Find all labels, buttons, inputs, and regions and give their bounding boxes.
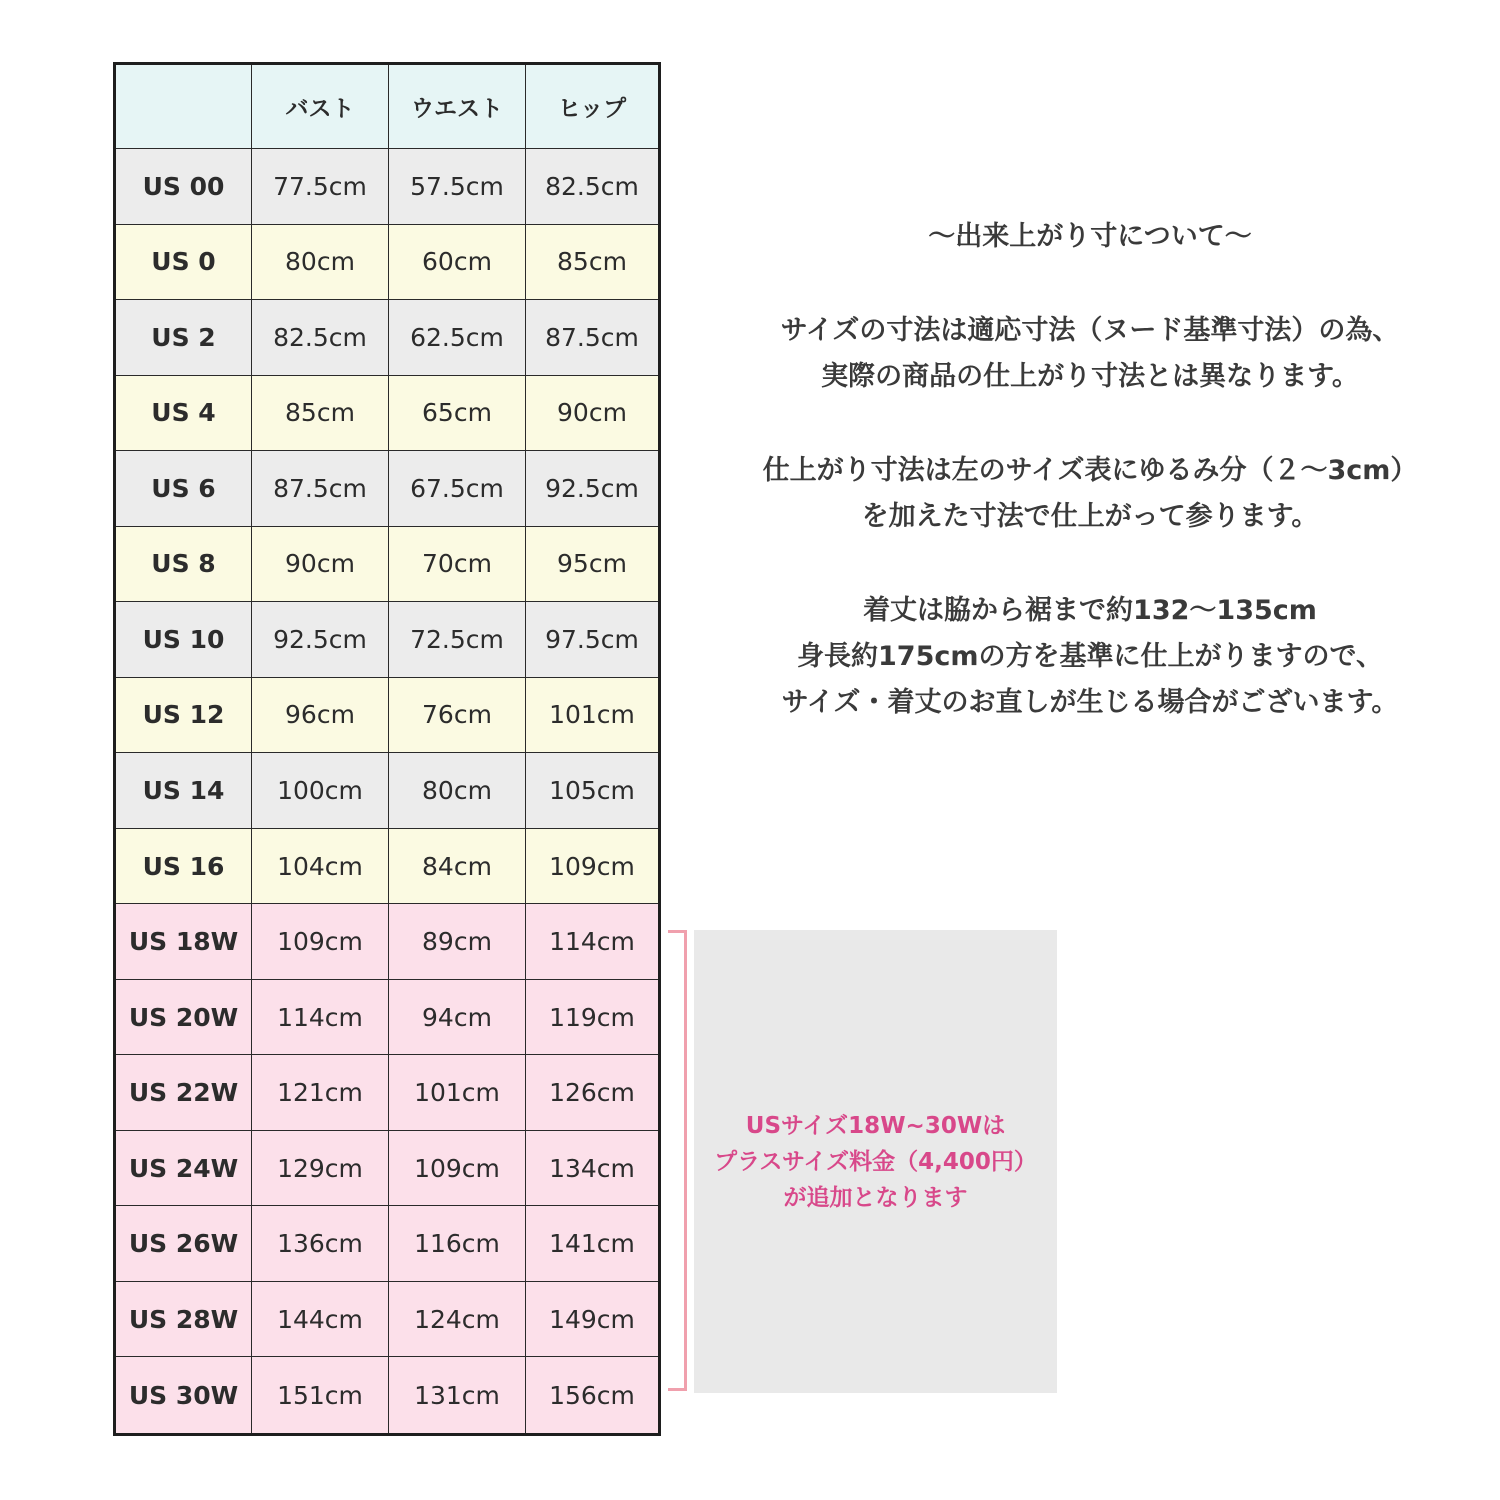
waist-value: 89cm <box>389 904 526 980</box>
waist-value: 65cm <box>389 376 526 452</box>
waist-value: 124cm <box>389 1282 526 1358</box>
plus-size-note-line: USサイズ18W~30Wは <box>745 1112 1006 1139</box>
size-label: US 00 <box>116 149 252 225</box>
size-label: US 16 <box>116 829 252 905</box>
notes-title: 〜出来上がり寸について〜 <box>928 221 1252 252</box>
waist-value: 80cm <box>389 753 526 829</box>
header-hip: ヒップ <box>526 65 658 149</box>
bust-value: 82.5cm <box>252 300 389 376</box>
size-label: US 0 <box>116 225 252 301</box>
hip-value: 114cm <box>526 904 658 980</box>
waist-value: 76cm <box>389 678 526 754</box>
size-label: US 14 <box>116 753 252 829</box>
bust-value: 109cm <box>252 904 389 980</box>
bust-value: 136cm <box>252 1206 389 1282</box>
waist-value: 101cm <box>389 1055 526 1131</box>
bust-value: 90cm <box>252 527 389 603</box>
size-label: US 2 <box>116 300 252 376</box>
notes-paragraph-line: 身長約175cmの方を基準に仕上がりますので、 <box>797 641 1383 672</box>
plus-size-note-line: が追加となります <box>783 1184 968 1211</box>
bust-value: 87.5cm <box>252 451 389 527</box>
bust-value: 100cm <box>252 753 389 829</box>
size-label: US 22W <box>116 1055 252 1131</box>
waist-value: 94cm <box>389 980 526 1056</box>
size-label: US 4 <box>116 376 252 452</box>
size-label: US 20W <box>116 980 252 1056</box>
bust-value: 114cm <box>252 980 389 1056</box>
bust-value: 104cm <box>252 829 389 905</box>
hip-value: 101cm <box>526 678 658 754</box>
hip-value: 149cm <box>526 1282 658 1358</box>
bust-value: 129cm <box>252 1131 389 1207</box>
plus-size-note-box <box>694 930 1057 1393</box>
notes-paragraph-line: を加えた寸法で仕上がって参ります。 <box>861 501 1319 532</box>
header-corner <box>116 65 252 149</box>
size-table <box>113 62 661 1436</box>
waist-value: 57.5cm <box>389 149 526 225</box>
bust-value: 151cm <box>252 1357 389 1433</box>
notes-paragraph-line: サイズ・着丈のお直しが生じる場合がございます。 <box>781 687 1399 718</box>
size-label: US 30W <box>116 1357 252 1433</box>
waist-value: 109cm <box>389 1131 526 1207</box>
header-bust: バスト <box>252 65 389 149</box>
waist-value: 60cm <box>389 225 526 301</box>
bust-value: 144cm <box>252 1282 389 1358</box>
bust-value: 92.5cm <box>252 602 389 678</box>
size-label: US 18W <box>116 904 252 980</box>
hip-value: 126cm <box>526 1055 658 1131</box>
header-waist: ウエスト <box>389 65 526 149</box>
hip-value: 156cm <box>526 1357 658 1433</box>
bust-value: 96cm <box>252 678 389 754</box>
hip-value: 90cm <box>526 376 658 452</box>
waist-value: 70cm <box>389 527 526 603</box>
hip-value: 82.5cm <box>526 149 658 225</box>
notes-paragraph-line: サイズの寸法は適応寸法（ヌード基準寸法）の為、 <box>780 315 1400 346</box>
plus-size-note-line: プラスサイズ料金（4,400円） <box>714 1148 1037 1175</box>
fit-notes <box>700 214 1480 726</box>
bust-value: 80cm <box>252 225 389 301</box>
notes-paragraph-line: 仕上がり寸法は左のサイズ表にゆるみ分（２〜3cm） <box>762 455 1418 486</box>
plus-size-bracket <box>668 930 687 1391</box>
waist-value: 62.5cm <box>389 300 526 376</box>
notes-paragraph-line: 実際の商品の仕上がり寸法とは異なります。 <box>821 361 1359 392</box>
bust-value: 77.5cm <box>252 149 389 225</box>
hip-value: 134cm <box>526 1131 658 1207</box>
bust-value: 121cm <box>252 1055 389 1131</box>
hip-value: 141cm <box>526 1206 658 1282</box>
size-label: US 28W <box>116 1282 252 1358</box>
hip-value: 109cm <box>526 829 658 905</box>
hip-value: 92.5cm <box>526 451 658 527</box>
hip-value: 97.5cm <box>526 602 658 678</box>
waist-value: 72.5cm <box>389 602 526 678</box>
hip-value: 87.5cm <box>526 300 658 376</box>
hip-value: 105cm <box>526 753 658 829</box>
waist-value: 84cm <box>389 829 526 905</box>
hip-value: 95cm <box>526 527 658 603</box>
size-label: US 6 <box>116 451 252 527</box>
notes-paragraph-line: 着丈は脇から裾まで約132〜135cm <box>863 595 1317 626</box>
bust-value: 85cm <box>252 376 389 452</box>
hip-value: 85cm <box>526 225 658 301</box>
size-label: US 12 <box>116 678 252 754</box>
size-label: US 10 <box>116 602 252 678</box>
waist-value: 67.5cm <box>389 451 526 527</box>
waist-value: 131cm <box>389 1357 526 1433</box>
hip-value: 119cm <box>526 980 658 1056</box>
size-label: US 26W <box>116 1206 252 1282</box>
size-label: US 24W <box>116 1131 252 1207</box>
waist-value: 116cm <box>389 1206 526 1282</box>
size-label: US 8 <box>116 527 252 603</box>
